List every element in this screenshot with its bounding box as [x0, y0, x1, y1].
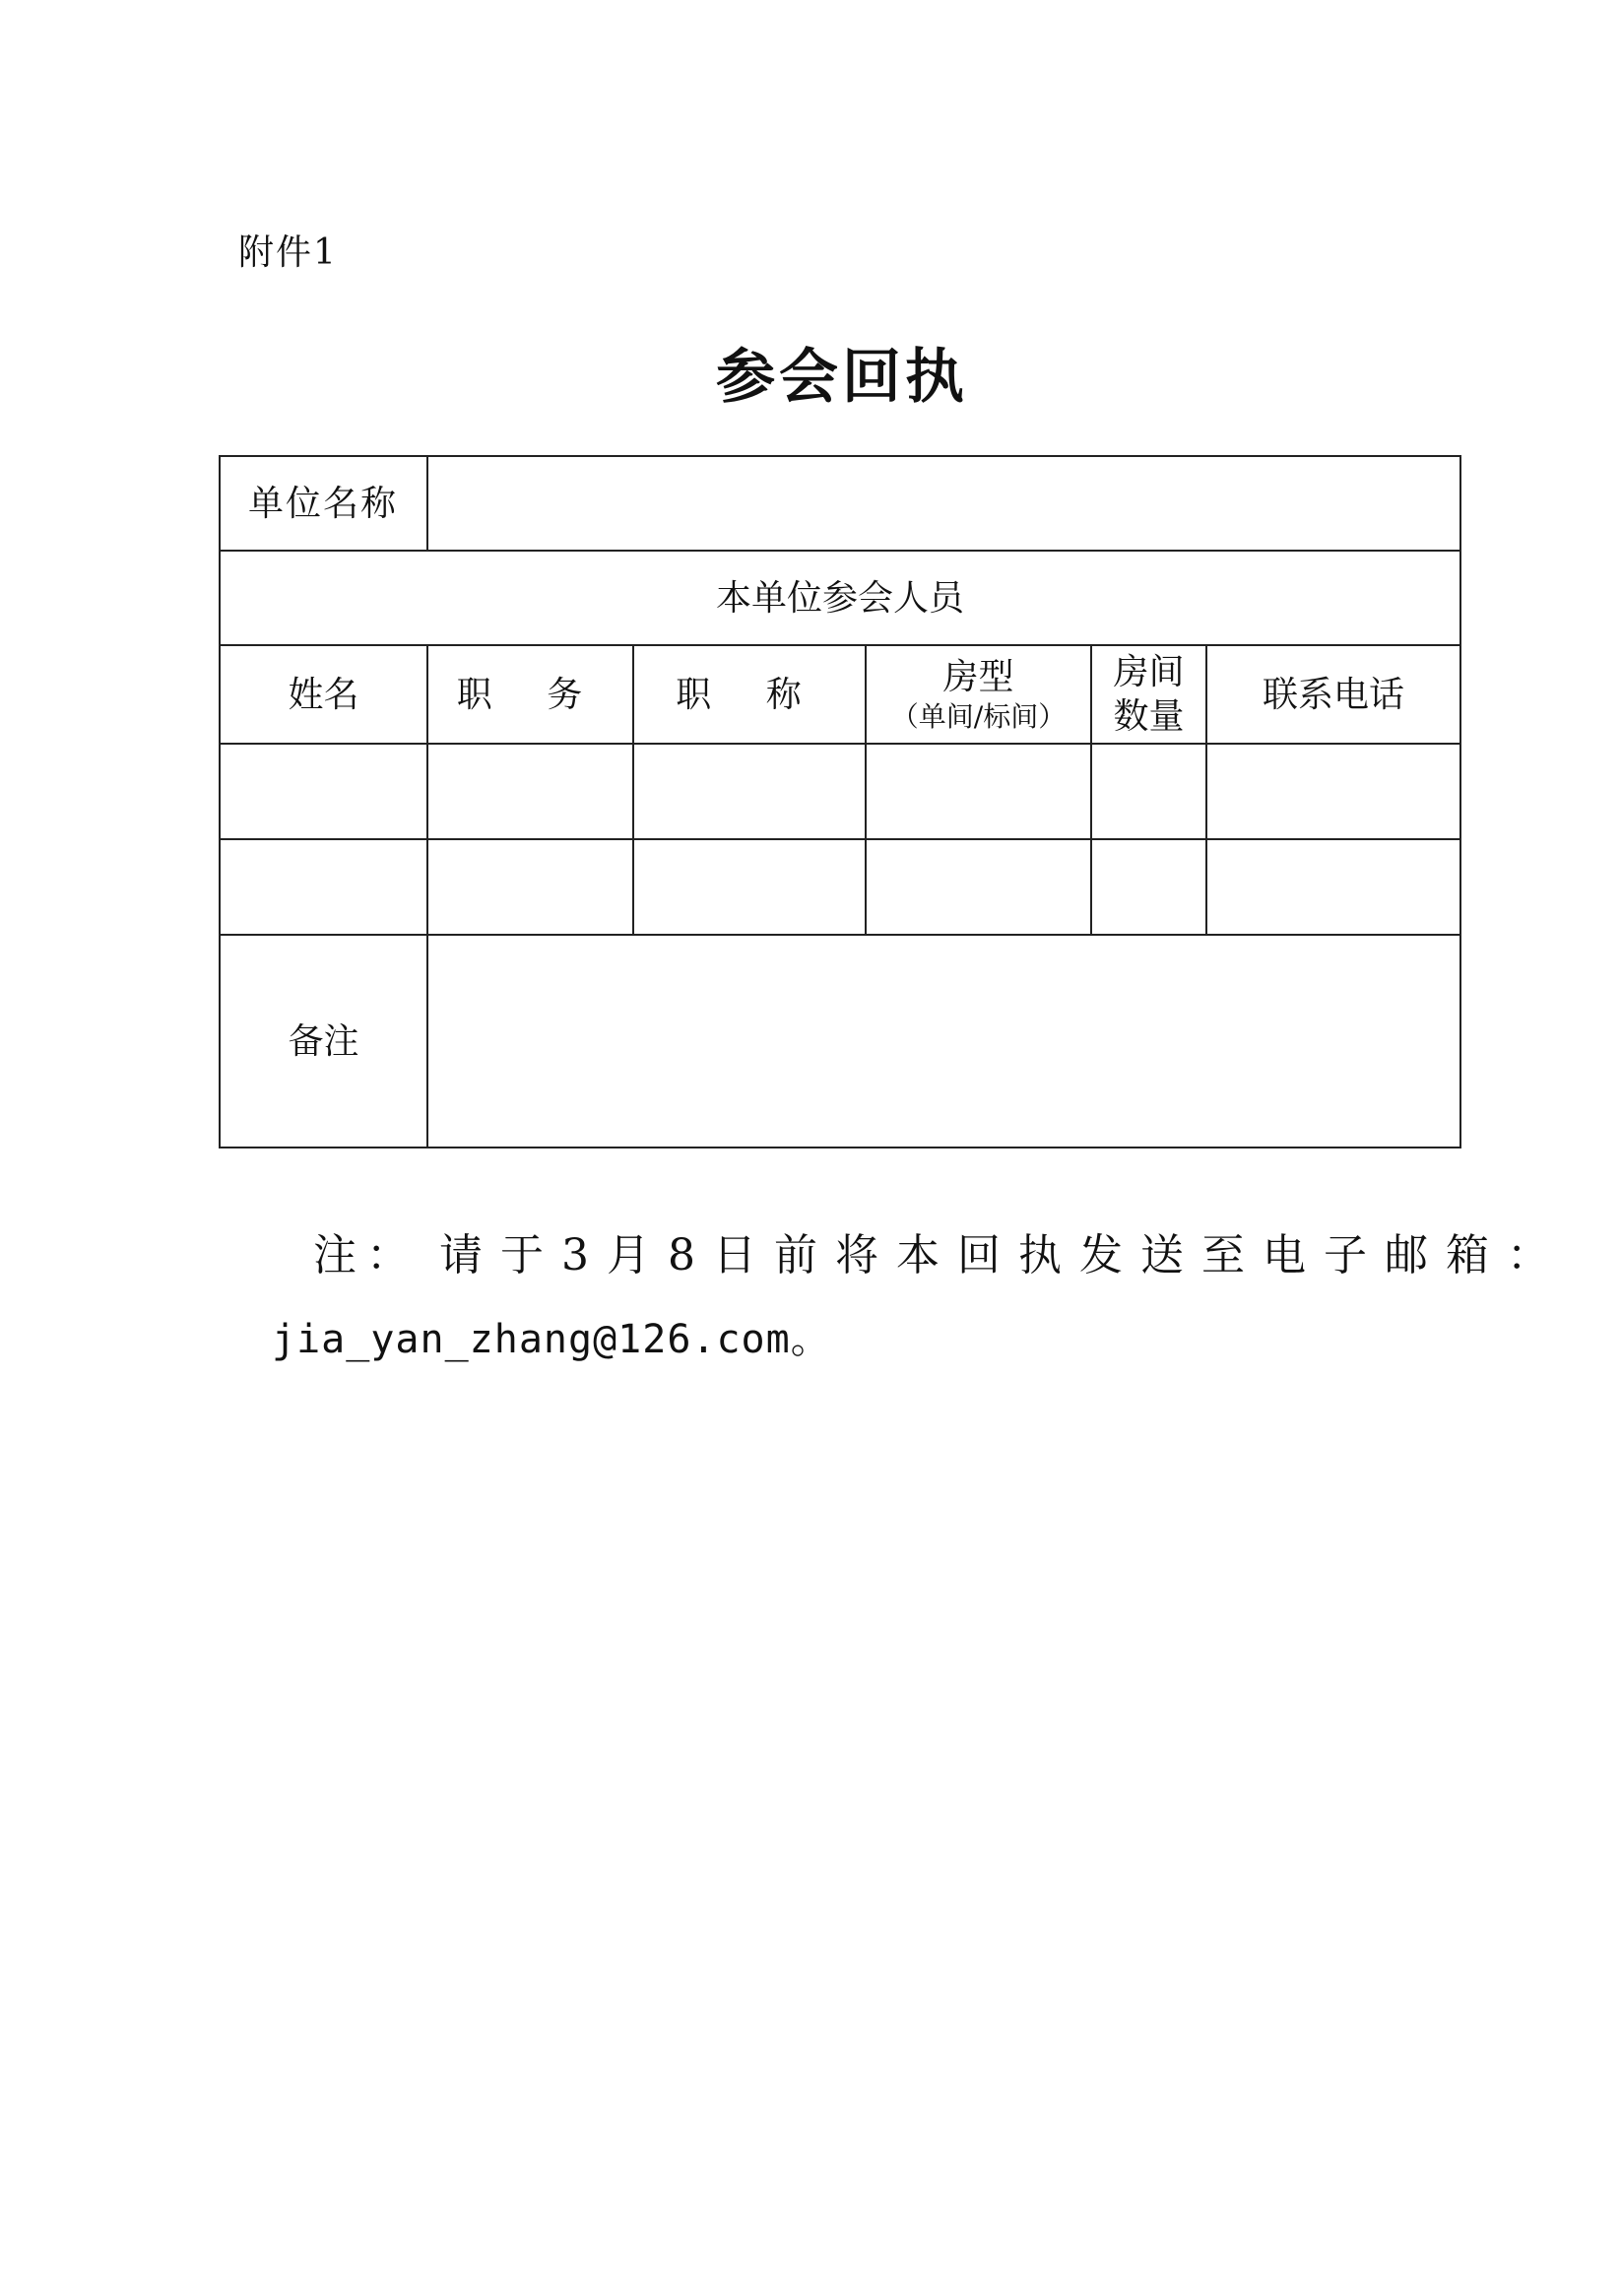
column-header-row — [220, 645, 1460, 744]
unit-name-label: 单位名称 — [220, 456, 427, 551]
unit-name-row — [220, 456, 1460, 551]
position-cell[interactable] — [427, 744, 633, 839]
attachment-label: 附件1 — [238, 232, 338, 273]
receipt-form-table — [219, 455, 1461, 1148]
room-type-cell[interactable] — [866, 744, 1091, 839]
remarks-label: 备注 — [220, 935, 427, 1148]
room-count-cell[interactable] — [1091, 839, 1206, 935]
table-row — [220, 839, 1460, 935]
remarks-field[interactable] — [427, 935, 1460, 1148]
column-header-phone: 联系电话 — [1206, 645, 1460, 744]
column-header-position: 职 务 — [427, 645, 633, 744]
name-cell[interactable] — [220, 744, 427, 839]
name-cell[interactable] — [220, 839, 427, 935]
column-header-room-type: 房型 （单间/标间） — [866, 645, 1091, 744]
room-count-cell[interactable] — [1091, 744, 1206, 839]
unit-name-field[interactable] — [427, 456, 1460, 551]
table-row — [220, 744, 1460, 839]
submission-note — [313, 1219, 1568, 1282]
page-title: 参会回执 — [716, 343, 968, 412]
column-header-name: 姓名 — [220, 645, 427, 744]
members-header: 本单位参会人员 — [220, 551, 1460, 645]
contact-email: jia_yan_zhang@126.com。 — [272, 1317, 831, 1362]
column-header-room-count: 房间 数量 — [1091, 645, 1206, 744]
title-cell[interactable] — [633, 744, 866, 839]
phone-cell[interactable] — [1206, 744, 1460, 839]
note-text: 请于3月8日前将本回执发送至电子邮箱： — [439, 1230, 1568, 1280]
members-header-row — [220, 551, 1460, 645]
remarks-row — [220, 935, 1460, 1148]
position-cell[interactable] — [427, 839, 633, 935]
room-type-cell[interactable] — [866, 839, 1091, 935]
title-cell[interactable] — [633, 839, 866, 935]
phone-cell[interactable] — [1206, 839, 1460, 935]
column-header-title: 职 称 — [633, 645, 866, 744]
note-prefix: 注： — [313, 1230, 420, 1280]
